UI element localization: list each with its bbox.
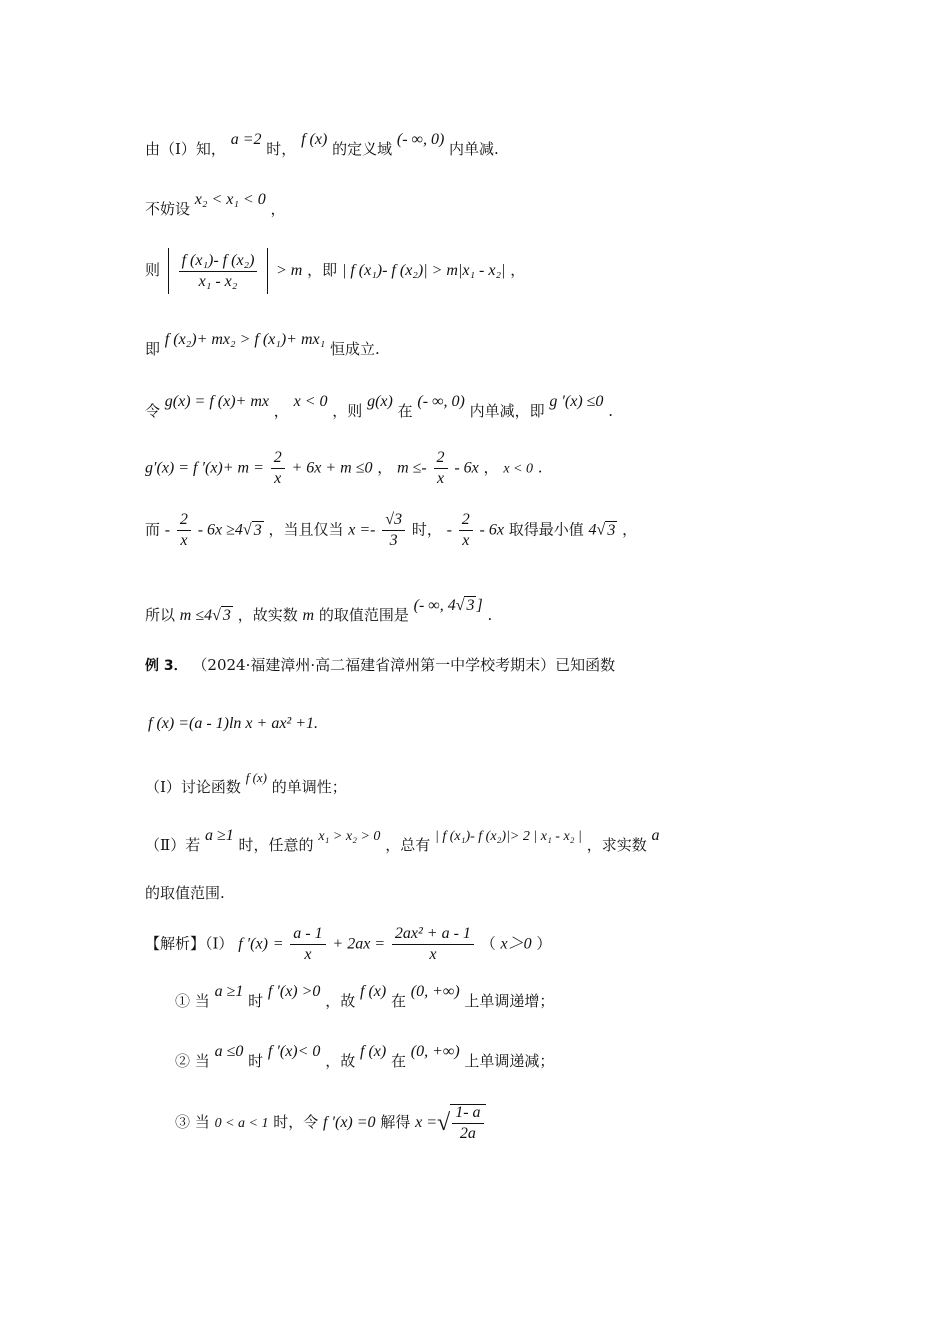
math: x =-	[348, 521, 376, 539]
text: 时，任意的	[238, 836, 314, 854]
text: 的定义域	[332, 140, 393, 158]
line-range-m	[145, 597, 493, 624]
sqrt-sign: √	[437, 1110, 451, 1136]
line-define-g	[145, 393, 613, 420]
text: （2024·福建漳州·高二福建省漳州第一中学校考期末）已知函数	[192, 656, 616, 674]
abs-bar	[267, 248, 268, 294]
text: ，	[622, 520, 638, 539]
text: ，当且仅当	[268, 520, 344, 539]
math: =	[272, 935, 284, 953]
part-2-question-cont	[145, 886, 225, 901]
math: a ≥1	[214, 983, 244, 1000]
math: x < 0	[293, 393, 328, 410]
text: （Ⅰ）讨论函数	[145, 778, 241, 796]
math: -	[446, 521, 452, 539]
text: 不妨设	[145, 200, 191, 218]
fraction	[459, 512, 473, 549]
text: ，求实数	[586, 836, 647, 854]
text: ，	[270, 200, 286, 218]
text: 的取值范围.	[145, 884, 225, 902]
text: （	[480, 934, 496, 953]
denominator: x	[429, 946, 437, 963]
math: f (x)	[245, 770, 268, 785]
math: f (x₂)+ mx₂ > f (x₁)+ mx₁	[164, 331, 326, 348]
text: 时	[248, 1052, 264, 1070]
math: + 6x + m ≤0	[291, 459, 373, 477]
math: x₂ < x₁ < 0	[194, 191, 266, 208]
math: > m	[276, 262, 303, 279]
text: ，则	[332, 402, 363, 420]
math: - 6x ≥4	[197, 521, 243, 539]
fraction	[290, 926, 325, 963]
text: 由（Ⅰ）知，	[145, 140, 226, 158]
math: x₁ > x₂ > 0	[318, 829, 381, 844]
text: 解得	[380, 1113, 411, 1131]
text: ）	[536, 934, 552, 953]
math: - 6x	[479, 521, 504, 539]
numerator: 2	[434, 450, 448, 469]
text: 即	[145, 340, 161, 358]
math: (- ∞, 4	[413, 597, 456, 614]
text: ，	[510, 261, 526, 279]
text: 取得最小值	[508, 520, 584, 539]
fraction	[179, 253, 258, 290]
math: g(x)	[367, 393, 393, 410]
text: ，故	[325, 1052, 356, 1070]
line-derivative-g	[145, 450, 543, 487]
math: a	[651, 827, 660, 844]
text: .	[537, 458, 543, 477]
text: 在	[397, 402, 413, 420]
denominator: 2a	[459, 1125, 476, 1142]
math: + 2ax =	[332, 935, 386, 953]
math: | f (x₁)- f (x₂)|> 2 | x₁ - x₂ |	[434, 829, 582, 844]
line-minimum	[145, 512, 637, 549]
math: f (x)	[360, 1043, 387, 1060]
math: a =2	[230, 131, 262, 148]
math: g′(x) = f ′(x)+ m =	[145, 459, 264, 477]
text: 【解析】（Ⅰ）	[145, 934, 234, 953]
math: (- ∞, 0)	[417, 393, 465, 410]
radicand: 3	[253, 521, 262, 539]
case-1	[175, 983, 555, 1010]
math: x＞0	[500, 935, 532, 953]
sqrt-sign: √	[596, 521, 606, 539]
text: .	[608, 402, 613, 420]
math: f (x)	[360, 983, 387, 1000]
radicand: 3	[466, 597, 475, 614]
math: 0 < a < 1	[214, 1116, 269, 1131]
text: ，故	[325, 992, 356, 1010]
math: g ′(x) ≤0	[549, 393, 604, 410]
denominator: x	[462, 532, 470, 549]
sqrt-sign: √	[455, 597, 465, 614]
denominator: x	[274, 470, 282, 487]
math: a ≤0	[214, 1043, 244, 1060]
math: -	[164, 521, 171, 539]
text: ② 当	[175, 1052, 210, 1070]
fraction	[382, 512, 405, 549]
text: 在	[390, 1052, 406, 1070]
denominator: x₁ - x₂	[198, 272, 238, 290]
math: x < 0	[503, 461, 533, 477]
text: 所以	[145, 606, 176, 624]
math: g(x) = f (x)+ mx	[164, 393, 270, 410]
numerator: 2	[459, 512, 473, 531]
radicand: 3	[222, 607, 231, 624]
numerator: f (x₁)- f (x₂)	[179, 253, 258, 272]
fraction	[450, 1104, 485, 1142]
case-2	[175, 1043, 555, 1070]
numerator: 1- a	[452, 1105, 483, 1124]
math: f (x)	[301, 131, 328, 148]
math: (0, +∞)	[410, 1043, 460, 1060]
math: f ′(x) =0	[323, 1114, 376, 1131]
numerator: 2	[271, 450, 285, 469]
numerator: √3	[382, 512, 405, 531]
text: ，	[273, 402, 289, 420]
denominator: x	[180, 532, 188, 549]
math: f ′(x) >0	[267, 983, 321, 1000]
math: (- ∞, 0)	[396, 131, 445, 148]
math: (0, +∞)	[410, 983, 460, 1000]
text: 时，令	[273, 1113, 319, 1131]
line-assume	[145, 191, 286, 218]
text: 内单减，即	[469, 402, 545, 420]
math: f ′(x)	[238, 935, 268, 953]
math: m ≤-	[397, 459, 427, 477]
math: f (x) =(a - 1)ln x + ax² +1.	[148, 715, 319, 732]
text: 而	[145, 520, 161, 539]
math: x =	[415, 1114, 438, 1131]
denominator: 3	[389, 532, 398, 549]
line-function	[148, 716, 318, 732]
text: 上单调递减；	[464, 1052, 555, 1070]
text: 的取值范围是	[318, 606, 409, 624]
math: f ′(x)< 0	[267, 1043, 321, 1060]
numerator: a - 1	[290, 926, 325, 945]
line-domain	[145, 131, 499, 158]
example-3-heading	[145, 658, 615, 673]
fraction	[434, 450, 448, 487]
part-2-question	[145, 827, 660, 854]
denominator: x	[436, 470, 445, 487]
numerator: 2ax² + a - 1	[392, 926, 474, 945]
part-1-question	[145, 770, 347, 796]
math: m	[302, 607, 315, 624]
line-always-true	[145, 331, 380, 358]
abs-bar	[168, 248, 169, 294]
text: 时	[248, 992, 264, 1010]
sqrt-sign: √	[212, 607, 221, 624]
text: 则	[145, 261, 161, 279]
text: 时，	[266, 140, 297, 158]
math: ]	[476, 597, 483, 614]
math: - 6x	[454, 459, 479, 477]
math: a ≥1	[204, 827, 234, 844]
example-label: 例 3．	[145, 658, 188, 674]
sqrt-sign: √	[242, 521, 252, 539]
text: 恒成立.	[329, 340, 380, 358]
math: m ≤4	[179, 607, 213, 624]
solution-line	[145, 926, 551, 963]
text: （Ⅱ）若	[145, 836, 201, 854]
text: ，故实数	[237, 606, 298, 624]
text: ，	[377, 458, 393, 477]
text: 上单调递增；	[464, 992, 555, 1010]
radicand: 3	[607, 521, 616, 539]
math: 4	[588, 521, 597, 539]
text: 令	[145, 402, 161, 420]
denominator: x	[304, 946, 312, 963]
text: .	[487, 606, 493, 624]
text: 的单调性；	[271, 778, 347, 796]
text: ① 当	[175, 992, 210, 1010]
text: ，即	[307, 261, 338, 279]
line-inequality	[145, 248, 525, 294]
text: ，	[483, 458, 499, 477]
text: 时，	[411, 520, 442, 539]
fraction	[392, 926, 474, 963]
numerator: 2	[177, 512, 191, 531]
text: 在	[390, 992, 406, 1010]
case-3	[175, 1104, 488, 1142]
fraction	[271, 450, 285, 487]
text: ，总有	[385, 836, 431, 854]
text: 内单减.	[449, 140, 499, 158]
text: ③ 当	[175, 1113, 210, 1131]
math: | f (x₁)- f (x₂)| > m|x₁ - x₂|	[341, 262, 506, 279]
fraction	[177, 512, 191, 549]
